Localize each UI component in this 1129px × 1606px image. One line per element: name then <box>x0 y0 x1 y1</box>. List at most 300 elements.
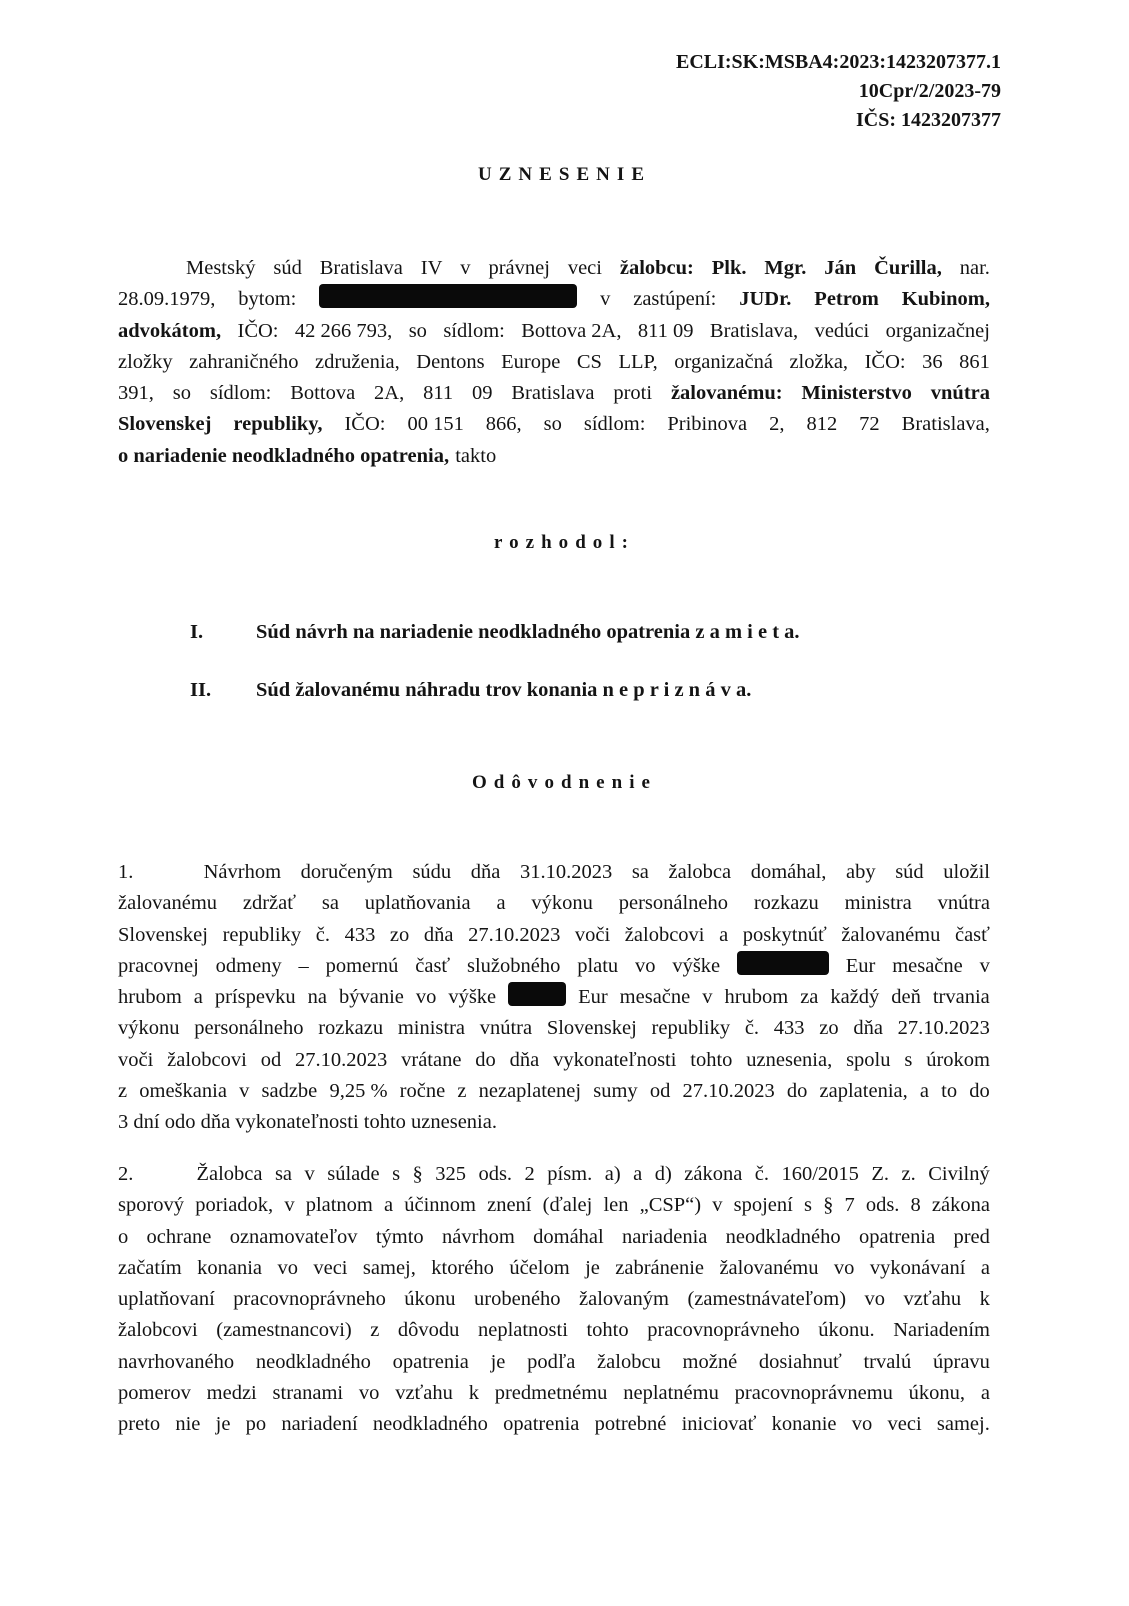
text-word: pomernú <box>325 954 399 977</box>
text-line <box>118 1076 990 1107</box>
text-word: LLP, <box>618 350 658 373</box>
text-word: ochrane <box>146 1225 212 1248</box>
text-word: organizačnej <box>885 319 990 342</box>
text-word: urobeného <box>474 1288 561 1311</box>
text-word: trvalú <box>863 1350 912 1373</box>
text-word: to <box>941 1080 958 1103</box>
text-line <box>118 1253 990 1284</box>
text-word: 09 <box>471 382 493 405</box>
text-word: sa <box>274 1163 293 1185</box>
text-word: vo <box>415 986 437 1009</box>
text-line <box>118 441 990 472</box>
text-word: 8 <box>910 1194 921 1217</box>
text-word: 811 <box>423 382 454 405</box>
text-word: neplatnému <box>623 1382 719 1405</box>
text-line <box>118 347 990 378</box>
text-word: výkonu <box>531 892 593 915</box>
text-word: znení <box>487 1194 532 1217</box>
text-word: neodkladného <box>372 1413 488 1436</box>
text-word: odmeny <box>215 954 282 977</box>
text-word: zastúpení: <box>633 288 717 311</box>
text-word: veci <box>567 257 602 279</box>
verdict-item: I. Súd návrh na nariadenie neodkladného opatrenia z a m i e t a. <box>190 621 800 643</box>
text-word: 36 <box>922 350 943 373</box>
text-word: deň <box>891 986 921 1009</box>
text-word: žalobcovi <box>167 1048 247 1071</box>
text-word: súdu <box>412 861 452 883</box>
text-word: Bratislava <box>319 257 403 279</box>
text-word: 7 <box>844 1194 855 1217</box>
text-word: s <box>392 1163 401 1185</box>
text-word: 9,25 % <box>329 1080 388 1103</box>
text-word: žalovanému <box>118 892 218 915</box>
text-word: IČO: <box>237 319 279 342</box>
text-word: so <box>172 382 191 405</box>
text-word: voči <box>574 923 611 946</box>
text-word: vnútra <box>479 1017 533 1040</box>
text-word: Ján <box>824 257 857 279</box>
case-identifiers <box>676 48 1001 135</box>
text-word: CS <box>576 350 602 373</box>
text-word: 27.10.2023 <box>468 923 561 946</box>
text-word: Eur <box>578 986 608 1009</box>
text-word: o <box>118 1225 129 1248</box>
text-word: predmetnému <box>494 1382 608 1405</box>
text-word: v <box>304 1163 315 1185</box>
text-word: časť <box>415 954 451 977</box>
text-word: 2A, <box>374 382 405 405</box>
text-word: 325 <box>435 1163 466 1185</box>
text-line <box>118 951 990 982</box>
text-word: medzi <box>206 1382 257 1405</box>
text-word: úkonu. <box>818 1319 875 1342</box>
text-word: po <box>245 1413 267 1436</box>
text-word: neodkladného <box>255 1350 371 1373</box>
text-word: žalovanému <box>719 1256 819 1279</box>
text-word: poskytnúť <box>742 923 827 946</box>
text-word: spolu <box>846 1048 891 1071</box>
text-word: Z. <box>871 1163 890 1185</box>
text-word: zložka, <box>789 350 849 373</box>
text-word: ods. <box>478 1163 513 1185</box>
text-word: Europe <box>501 350 561 373</box>
text-word: do <box>786 1080 808 1103</box>
text-word: Mestský <box>186 257 256 279</box>
text-word: výkonu <box>118 1017 180 1040</box>
text-word: zákona <box>931 1194 990 1217</box>
text-word: žalobcovi <box>624 923 705 946</box>
text-word: služobného <box>467 954 561 977</box>
text-line <box>118 982 990 1013</box>
text-word: na <box>307 986 328 1009</box>
text-word: účinnom <box>404 1194 476 1217</box>
text-word: žalobcu <box>597 1350 661 1373</box>
text-word: zákona <box>684 1163 743 1185</box>
text-word: preto <box>118 1413 161 1436</box>
text-line <box>118 253 990 284</box>
text-word: spojení <box>733 1194 793 1217</box>
text-word: zo <box>389 923 410 946</box>
text-word: 27.10.2023 <box>682 1080 775 1103</box>
text-word: 2, <box>769 413 785 436</box>
text-word: sídlom: <box>443 319 505 342</box>
text-word: týmto <box>375 1225 424 1248</box>
text-word: Bratislava, <box>901 413 990 436</box>
text-word: uplatňovaní <box>118 1288 215 1311</box>
text-word: dňa <box>509 1048 540 1071</box>
text-word: je <box>490 1350 506 1373</box>
text-word: veci <box>887 1413 922 1436</box>
text-word: rozkazu <box>318 1017 384 1040</box>
text-word: dňa <box>470 861 501 883</box>
text-word: 160/2015 <box>781 1163 859 1185</box>
text-word: žalovanému: <box>670 382 783 405</box>
text-word: Ministerstvo <box>801 382 912 405</box>
text-word: Bratislava, <box>709 319 799 342</box>
text-line <box>118 1284 990 1315</box>
text-word: so <box>543 413 562 436</box>
text-word: so <box>408 319 427 342</box>
text-word: o nariadenie neodkladného opatrenia, <box>118 444 450 467</box>
text-word: zabránenie <box>615 1256 705 1279</box>
text-word: rozkazu <box>753 892 819 915</box>
text-word: a <box>633 1163 643 1185</box>
text-word: mesačne <box>892 954 963 977</box>
text-word: pracovnej <box>118 954 199 977</box>
text-word: súlade <box>327 1163 380 1185</box>
text-word: personálneho <box>194 1017 304 1040</box>
text-word: zdržať <box>242 892 297 915</box>
text-word: Kubinom, <box>901 288 990 311</box>
text-word: v <box>979 954 990 977</box>
text-word: s <box>803 1194 812 1217</box>
text-word: Slovenskej <box>118 413 212 436</box>
text-word: Bottova 2A, <box>521 319 622 342</box>
text-word: proti <box>613 382 653 405</box>
text-word: začatím <box>118 1256 182 1279</box>
text-word: žalovaným <box>579 1288 669 1311</box>
text-word: ministra <box>844 892 912 915</box>
text-word: hrubom <box>724 986 789 1009</box>
text-word: súd <box>273 257 302 279</box>
text-word: 433 <box>773 1017 805 1040</box>
text-word: – <box>298 954 309 977</box>
text-word: vo <box>635 954 656 977</box>
text-word: Plk. <box>711 257 747 279</box>
text-line <box>118 1045 990 1076</box>
text-word: zahraničného <box>189 350 299 373</box>
text-word: sa <box>631 861 649 883</box>
text-word: advokátom, <box>118 319 222 342</box>
text-word: Pribinova <box>667 413 748 436</box>
text-word: z <box>118 1080 128 1103</box>
text-word: vrátane <box>401 1048 462 1071</box>
text-word: Žalobca <box>196 1163 263 1185</box>
text-word: a <box>384 1194 394 1217</box>
text-word: ktorého <box>431 1256 494 1279</box>
text-word: sumy <box>593 1080 638 1103</box>
text-word: úpravu <box>933 1350 990 1373</box>
text-word: vykonateľnosti <box>553 1048 677 1071</box>
text-word: 3 dní odo dňa vykonateľnosti tohto uznesenia. <box>118 1111 497 1134</box>
text-word: od <box>649 1080 671 1103</box>
text-word: č. <box>315 923 330 946</box>
text-word: bývanie <box>338 986 404 1009</box>
text-word: v <box>239 1080 250 1103</box>
text-word: konania <box>197 1256 263 1279</box>
text-word: 811 09 <box>637 319 694 342</box>
text-word: poriadok, <box>195 1194 274 1217</box>
text-word: č. <box>744 1017 760 1040</box>
text-word: a <box>496 892 506 915</box>
text-word: „CSP“) <box>639 1194 702 1217</box>
text-word: (zamestnávateľom) <box>687 1288 847 1311</box>
text-word: príspevku <box>214 986 296 1009</box>
paragraph-number: 2. <box>118 1163 134 1185</box>
text-word: (zamestnancovi) <box>216 1319 352 1342</box>
text-word: trvania <box>932 986 990 1009</box>
text-line <box>118 1315 990 1346</box>
text-line <box>118 409 990 440</box>
redacted-amount <box>508 982 566 1006</box>
text-word: Nariadením <box>893 1319 990 1342</box>
text-word: iniciovať <box>681 1413 757 1436</box>
text-word: IV <box>420 257 443 279</box>
text-word: stranami <box>272 1382 344 1405</box>
text-line <box>118 920 990 951</box>
text-word: právnej <box>488 257 550 279</box>
text-word: úrokom <box>926 1048 990 1071</box>
text-word: d) <box>654 1163 672 1185</box>
text-word: vo <box>851 1413 873 1436</box>
intro-paragraph <box>118 253 990 472</box>
text-word: domáhal, <box>750 861 827 883</box>
text-word: 00 151 <box>407 413 464 436</box>
text-line <box>118 378 990 409</box>
text-word: Eur <box>845 954 876 977</box>
text-word: za <box>800 986 819 1009</box>
text-line <box>118 1107 990 1138</box>
text-word: 861 <box>959 350 990 373</box>
text-word: platu <box>577 954 619 977</box>
text-word: v <box>702 986 713 1009</box>
text-word: Slovenskej <box>118 923 208 946</box>
text-word: zaplatenia, <box>819 1080 908 1103</box>
text-word: nar. <box>959 257 990 279</box>
text-word: vnútra <box>937 892 990 915</box>
text-word: a <box>193 986 203 1009</box>
text-word: platnom <box>305 1194 373 1217</box>
text-word: 2 <box>524 1163 535 1185</box>
text-line <box>118 1378 990 1409</box>
section-heading-reasoning: Odôvodnenie <box>471 772 658 793</box>
text-word: uložil <box>943 861 990 883</box>
text-word: 866, <box>485 413 522 436</box>
text-word: vzťahu <box>903 1288 962 1311</box>
text-word: vedúci <box>814 319 870 342</box>
text-word: do <box>475 1048 496 1071</box>
text-word: nezaplatenej <box>478 1080 582 1103</box>
text-word: návrhom <box>441 1225 515 1248</box>
text-word: uznesenia, <box>746 1048 833 1071</box>
text-word: z <box>370 1319 380 1342</box>
text-word: vo <box>864 1288 885 1311</box>
text-word: a <box>980 1256 990 1279</box>
text-line <box>118 1159 990 1190</box>
text-word: IČO: <box>344 413 386 436</box>
text-word: vykonávaní <box>869 1256 966 1279</box>
text-word: bytom: <box>238 288 297 311</box>
text-word: sa <box>321 892 339 915</box>
text-word: Návrhom <box>203 861 282 883</box>
text-word: vo <box>277 1256 298 1279</box>
text-word: k <box>468 1382 479 1405</box>
text-word: žalobcu: <box>619 257 694 279</box>
text-word: z <box>457 1080 467 1103</box>
text-word: aby <box>846 861 876 883</box>
text-word: v <box>460 257 471 279</box>
text-word: nariadení <box>281 1413 358 1436</box>
text-word: 42 266 793, <box>294 319 393 342</box>
text-word: pred <box>953 1225 990 1248</box>
text-word: a <box>719 923 729 946</box>
text-word: vo <box>358 1382 380 1405</box>
text-word: 72 <box>859 413 880 436</box>
text-word: 28.09.1979, <box>118 288 216 311</box>
text-line <box>118 857 990 888</box>
text-word: ods. <box>865 1194 900 1217</box>
text-word: ministra <box>397 1017 466 1040</box>
text-word: výške <box>448 986 497 1009</box>
text-word: personálneho <box>618 892 729 915</box>
text-line <box>118 316 990 347</box>
text-word: opatrenia <box>503 1413 580 1436</box>
text-word: výške <box>672 954 721 977</box>
text-word: Slovenskej <box>546 1017 637 1040</box>
redacted-address <box>319 284 577 308</box>
text-word: v <box>600 288 611 311</box>
text-word: Petrom <box>814 288 879 311</box>
text-word: tohto <box>690 1048 733 1071</box>
text-word: dosiahnuť <box>758 1350 842 1373</box>
text-word: IČO: <box>864 350 906 373</box>
file-number: 10Cpr/2/2023-79 <box>858 80 1001 102</box>
text-word: v <box>712 1194 723 1217</box>
text-word: pracovnoprávneho <box>647 1319 800 1342</box>
text-word: v <box>284 1194 295 1217</box>
text-word: združenia, <box>314 350 400 373</box>
text-word: 27.10.2023 <box>295 1048 388 1071</box>
text-word: oznamovateľov <box>229 1225 358 1248</box>
text-word: samej, <box>362 1256 416 1279</box>
text-word: ročne <box>399 1080 446 1103</box>
text-word: vnútra <box>930 382 990 405</box>
text-word: len <box>603 1194 629 1217</box>
text-word: omeškania <box>139 1080 227 1103</box>
text-line <box>118 1190 990 1221</box>
text-line <box>118 284 990 315</box>
text-word: do <box>969 1080 990 1103</box>
text-word: voči <box>118 1048 154 1071</box>
reasoning-paragraph-2 <box>118 1159 990 1441</box>
text-word: je <box>215 1413 231 1436</box>
text-word: uplatňovania <box>364 892 471 915</box>
redacted-amount <box>737 951 829 975</box>
text-word: opatrenia <box>392 1350 469 1373</box>
text-word: potrebné <box>594 1413 667 1436</box>
text-word: podľa <box>527 1350 576 1373</box>
text-word: každý <box>830 986 880 1009</box>
text-word: je <box>585 1256 600 1279</box>
document-title: UZNESENIE <box>477 164 652 185</box>
text-word: úkonu <box>404 1288 456 1311</box>
text-word: 31.10.2023 <box>519 861 613 883</box>
text-word: pomerov <box>118 1382 191 1405</box>
text-word: žalobcovi <box>118 1319 198 1342</box>
text-line <box>118 1222 990 1253</box>
text-word: a) <box>604 1163 621 1185</box>
text-line <box>118 1013 990 1044</box>
text-word: opatrenia <box>858 1225 936 1248</box>
text-word: veci <box>313 1256 348 1279</box>
text-word: mesačne <box>619 986 691 1009</box>
text-word: pracovnoprávnemu <box>734 1382 893 1405</box>
text-word: nie <box>175 1413 201 1436</box>
text-word: s <box>904 1048 913 1071</box>
ics-number: IČS: 1423207377 <box>855 109 1001 131</box>
text-word: hrubom <box>118 986 182 1009</box>
text-word: neplatnosti <box>477 1319 568 1342</box>
text-word: z. <box>901 1163 916 1185</box>
text-word: možné <box>682 1350 738 1373</box>
text-line <box>118 888 990 919</box>
text-word: k <box>979 1288 990 1311</box>
text-word: dňa <box>853 1017 883 1040</box>
text-word: Bottova <box>290 382 356 405</box>
text-word: konanie <box>771 1413 837 1436</box>
text-word: Čurilla, <box>874 257 942 279</box>
text-word: (ďalej <box>542 1194 593 1217</box>
text-word: dňa <box>423 923 454 946</box>
text-word: Civilný <box>928 1163 990 1185</box>
text-word: účelom <box>509 1256 570 1279</box>
text-word: tohto <box>586 1319 629 1342</box>
text-word: 812 <box>806 413 838 436</box>
text-word: vo <box>833 1256 855 1279</box>
text-word: navrhovaného <box>118 1350 235 1373</box>
text-word: nariadenia <box>622 1225 708 1248</box>
text-word: a <box>919 1080 930 1103</box>
text-word: časť <box>954 923 990 946</box>
text-word: 27.10.2023 <box>897 1017 990 1040</box>
text-word: zo <box>819 1017 839 1040</box>
text-word: 433 <box>344 923 376 946</box>
text-word: republiky, <box>233 413 323 436</box>
text-word: žalovanému <box>841 923 941 946</box>
text-word: domáhal <box>533 1225 604 1248</box>
text-word: samej. <box>936 1413 990 1436</box>
text-word: republiky <box>222 923 302 946</box>
text-word: súd <box>895 861 924 883</box>
text-word: úkonu, <box>908 1382 966 1405</box>
verdict-item: II. Súd žalovanému náhradu trov konania n e p r i z n á v a. <box>190 679 752 701</box>
text-word: takto <box>455 444 497 467</box>
text-word: § <box>412 1163 423 1185</box>
text-word: zložky <box>118 350 173 373</box>
ecli-number: ECLI:SK:MSBA4:2023:1423207377.1 <box>675 51 1001 73</box>
text-word: sídlom: <box>583 413 646 436</box>
text-word: § <box>823 1194 834 1217</box>
